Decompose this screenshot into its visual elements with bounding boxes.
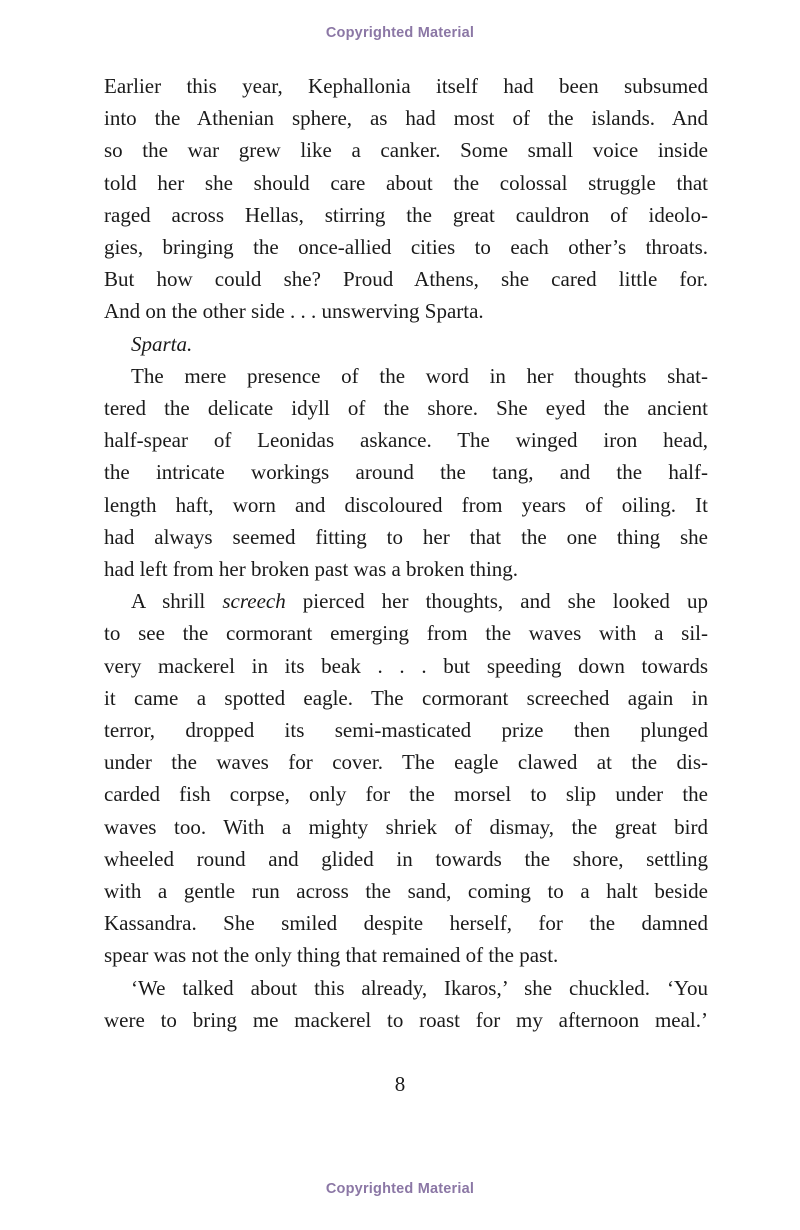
body-text: very mackerel in its beak . . . but speeding down towards — [104, 653, 708, 678]
text-line — [104, 585, 708, 617]
text-line — [104, 70, 708, 102]
text-line — [104, 1004, 708, 1036]
text-line — [104, 714, 708, 746]
body-text: Earlier this year, Kephallonia itself had been subsumed — [104, 74, 708, 98]
body-text: raged across Hellas, stirring the great cauldron of ideolo- — [104, 202, 708, 227]
text-line — [104, 972, 708, 1004]
text-line — [104, 231, 708, 263]
body-text: Kassandra. She smiled despite herself, for the damned — [104, 911, 708, 936]
body-text: carded fish corpse, only for the morsel to slip under the — [104, 782, 708, 807]
body-text: under the waves for cover. The eagle clawed at the dis- — [104, 750, 708, 775]
body-text: had left from her broken past was a broken thing. — [104, 557, 519, 582]
body-text: told her she should care about the colossal struggle that — [104, 170, 708, 195]
body-text: to see the cormorant emerging from the waves with a sil- — [104, 621, 708, 646]
text-line — [104, 360, 708, 392]
body-text: had always seemed fitting to her that the one thing she — [104, 524, 708, 549]
body-text: spear was not the only thing that remained of the past. — [104, 943, 559, 968]
text-line — [104, 199, 708, 231]
body-text: And on the other side . . . unswerving Sparta. — [104, 299, 484, 324]
text-line — [104, 102, 708, 134]
italic-text: screech — [222, 589, 286, 614]
text-line — [104, 811, 708, 843]
text-line — [104, 392, 708, 424]
body-text: so the war grew like a canker. Some small voice inside — [104, 138, 708, 163]
body-text: ‘We talked about this already, Ikaros,’ she chuckled. ‘You — [131, 975, 708, 1000]
text-line — [104, 650, 708, 682]
text-line — [104, 521, 708, 553]
body-text: terror, dropped its semi-masticated prize then plunged — [104, 718, 708, 743]
text-line — [104, 907, 708, 939]
text-line — [104, 682, 708, 714]
text-line — [104, 939, 708, 971]
text-line — [104, 489, 708, 521]
body-text: half-spear of Leonidas askance. The winged iron head, — [104, 428, 708, 453]
text-line — [104, 167, 708, 199]
body-text: pierced her thoughts, and she looked up — [285, 589, 708, 614]
body-text: with a gentle run across the sand, coming to a halt beside — [104, 879, 708, 904]
text-line — [104, 778, 708, 810]
text-block — [104, 70, 708, 1036]
text-line — [104, 263, 708, 295]
text-line — [104, 424, 708, 456]
body-text: it came a spotted eagle. The cormorant screeched again in — [104, 685, 708, 710]
body-text: The mere presence of the word in her thoughts shat- — [131, 363, 708, 388]
body-text: the intricate workings around the tang, and the half- — [104, 460, 708, 485]
text-line — [104, 328, 708, 360]
body-text: tered the delicate idyll of the shore. She eyed the ancient — [104, 396, 708, 421]
text-line — [104, 456, 708, 488]
page-number: 8 — [394, 1072, 406, 1096]
body-text: were to bring me mackerel to roast for my afternoon meal.’ — [104, 1007, 708, 1032]
body-text: wheeled round and glided in towards the shore, settling — [104, 846, 708, 871]
text-line — [104, 875, 708, 907]
top-copyright-notice: Copyrighted Material — [325, 25, 475, 41]
text-line — [104, 617, 708, 649]
body-text: But how could she? Proud Athens, she cared little for. — [104, 267, 708, 292]
text-line — [104, 134, 708, 166]
bottom-copyright-notice: Copyrighted Material — [325, 1181, 475, 1197]
text-line — [104, 843, 708, 875]
body-text: gies, bringing the once-allied cities to each other’s throats. — [104, 235, 708, 260]
body-text: waves too. With a mighty shriek of dismay, the great bird — [104, 814, 708, 839]
text-line — [104, 553, 708, 585]
body-text: A shrill — [131, 589, 223, 614]
italic-text: Sparta. — [131, 331, 193, 356]
body-text: length haft, worn and discoloured from years of oiling. It — [104, 492, 708, 517]
body-text: into the Athenian sphere, as had most of the islands. And — [104, 106, 708, 131]
text-line — [104, 295, 708, 327]
text-line — [104, 746, 708, 778]
